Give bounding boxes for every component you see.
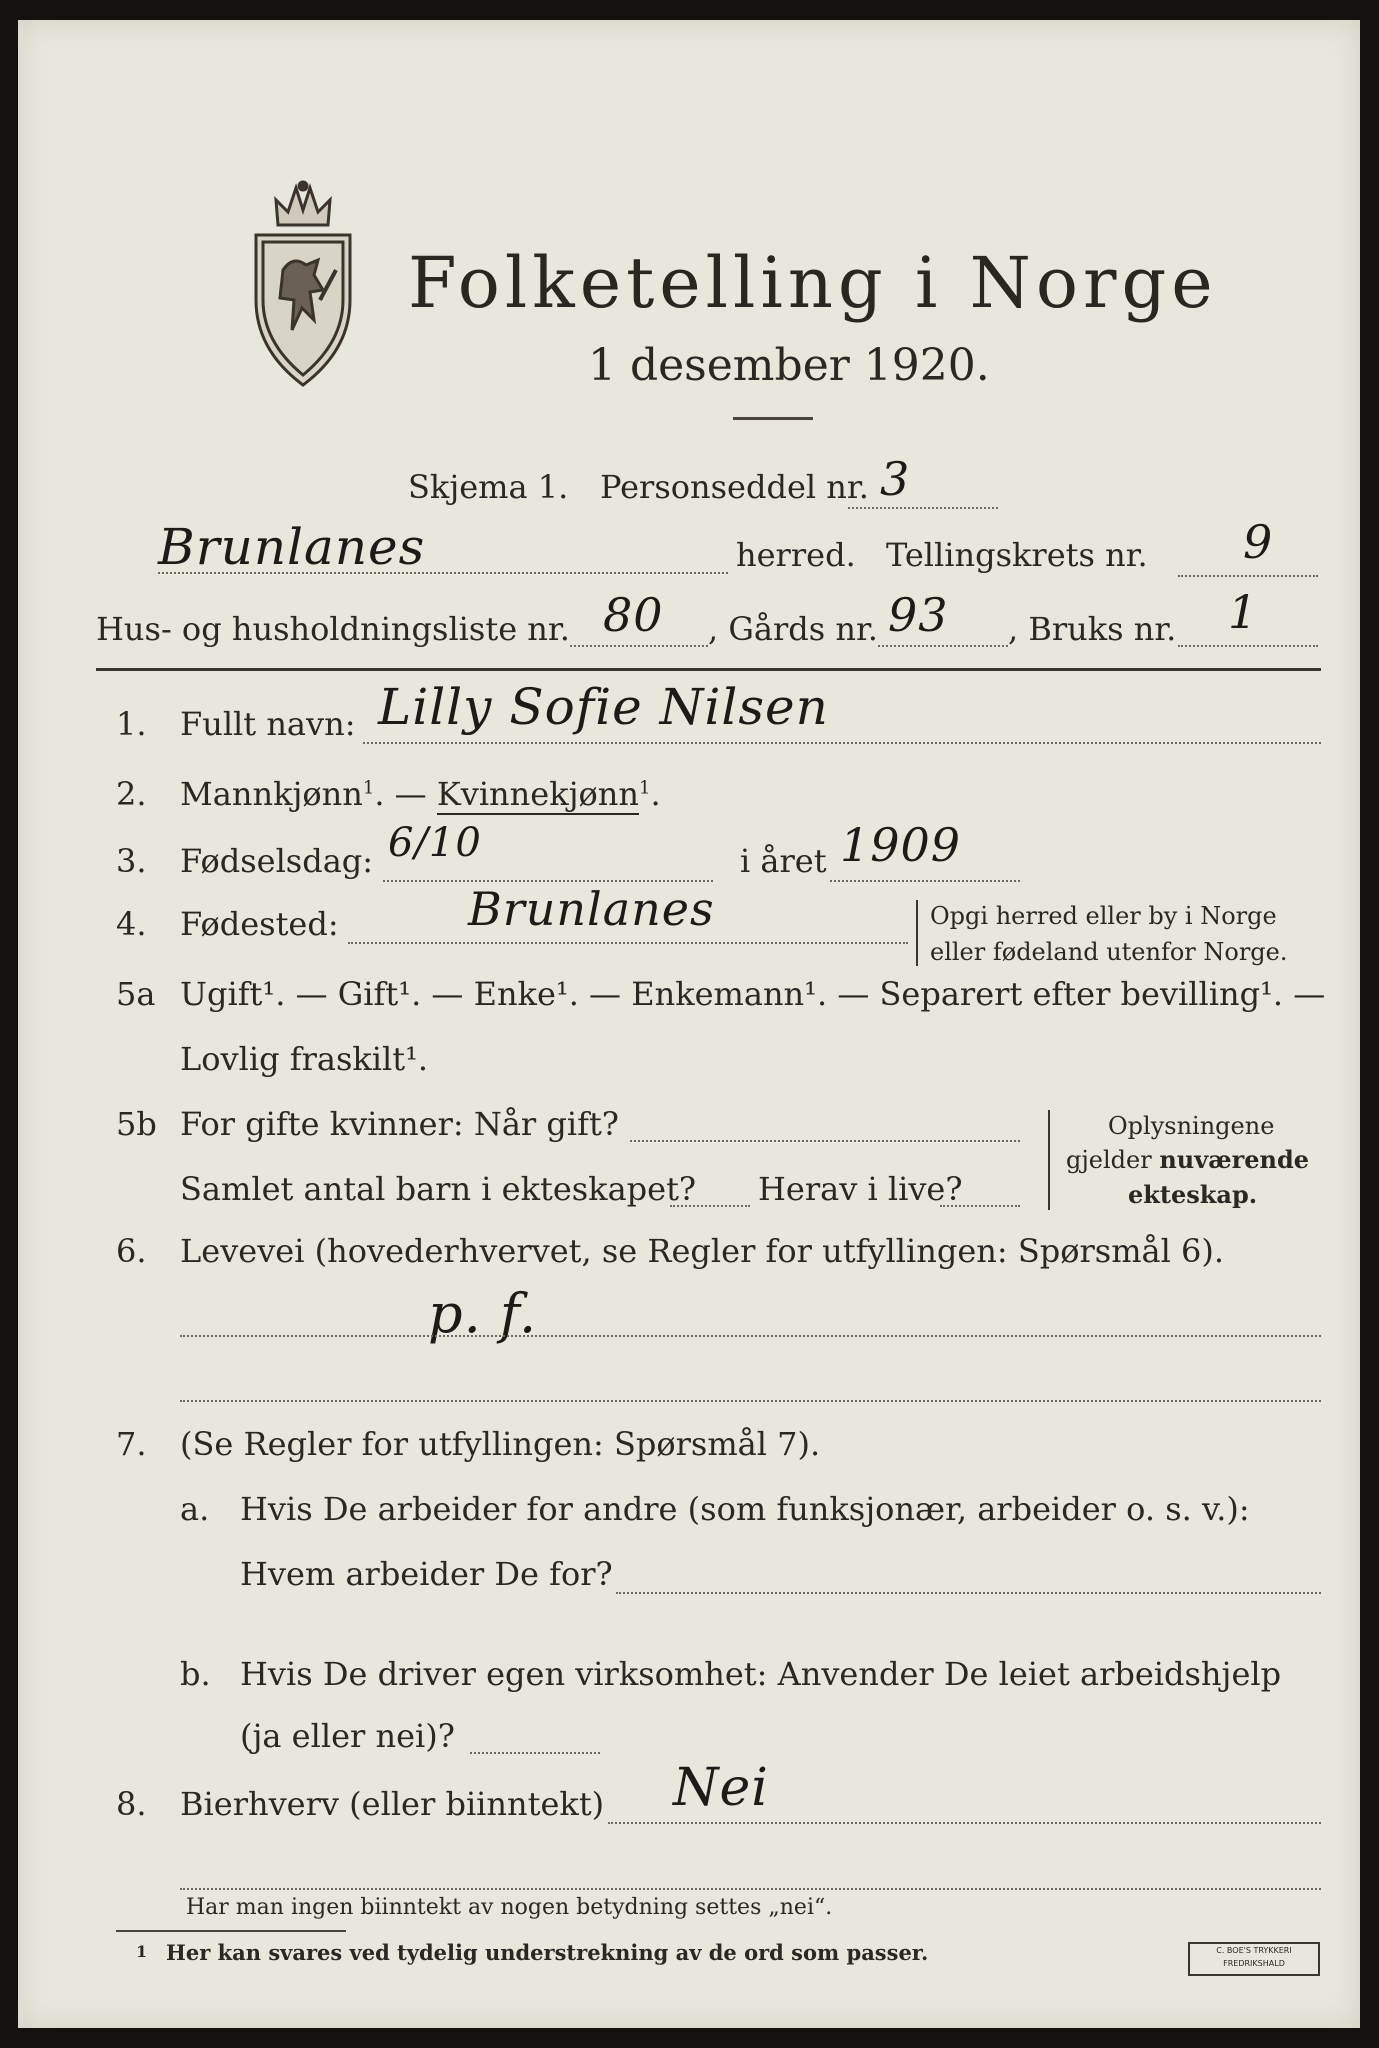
footer-note: Har man ingen biinntekt av nogen betydning settes „nei“. — [186, 1895, 833, 1920]
q8-label: Bierhverv (eller biinntekt) — [180, 1785, 605, 1823]
occupation-value: p. f. — [428, 1282, 538, 1345]
q4-note-line2: eller fødeland utenfor Norge. — [930, 938, 1288, 966]
q3-number: 3. — [116, 842, 147, 880]
title-divider — [733, 417, 813, 420]
q5b-children-alive: Herav i live? — [758, 1170, 963, 1208]
birthplace-value: Brunlanes — [468, 882, 715, 936]
q5b-note-line3: ekteskap. — [1128, 1180, 1258, 1209]
tellingskrets-label: Tellingskrets nr. — [886, 536, 1148, 574]
side-income-value: Nei — [673, 1758, 769, 1818]
q5b-number: 5b — [116, 1105, 157, 1143]
printer-line2: FREDRIKSHALD — [1223, 1959, 1285, 1968]
q8-number: 8. — [116, 1785, 147, 1823]
q6-number: 6. — [116, 1232, 147, 1270]
gards-value: 93 — [888, 588, 949, 642]
q5b-note-line1: Oplysningene — [1108, 1112, 1275, 1140]
norway-coat-of-arms-icon — [248, 180, 358, 395]
sex-options: Mannkjønn$^1$. — Kvinnekjønn$^1$. — [180, 775, 661, 813]
q4-note-line1: Opgi herred eller by i Norge — [930, 902, 1277, 930]
q7b-letter: b. — [180, 1655, 211, 1693]
printer-line1: C. BOE'S TRYKKERI — [1216, 1946, 1292, 1955]
herred-value: Brunlanes — [158, 518, 426, 576]
q6-label: Levevei (hovederhvervet, se Regler for utfyllingen: Spørsmål 6). — [180, 1232, 1225, 1270]
birthday-value: 6/10 — [388, 820, 482, 866]
personseddel-value: 3 — [880, 452, 911, 506]
q5b-children-total: Samlet antal barn i ekteskapet? — [180, 1170, 697, 1208]
full-name-value: Lilly Sofie Nilsen — [378, 678, 829, 736]
q7b-line2: (ja eller nei)? — [240, 1717, 455, 1755]
q1-number: 1. — [116, 705, 147, 743]
husliste-label: Hus- og husholdningsliste nr. — [96, 610, 570, 648]
q7b-line1: Hvis De driver egen virksomhet: Anvender De leiet arbeidshjelp — [240, 1655, 1282, 1693]
q7a-line1: Hvis De arbeider for andre (som funksjonær, arbeider o. s. v.): — [240, 1490, 1250, 1528]
footnote-divider — [116, 1930, 346, 1932]
q5b-brace — [1048, 1110, 1056, 1210]
q2-number: 2. — [116, 775, 147, 813]
birth-year-value: 1909 — [840, 818, 962, 872]
herred-label: herred. — [736, 536, 856, 574]
q5b-note-line2: gjelder nuværende — [1066, 1145, 1310, 1174]
q7-number: 7. — [116, 1425, 147, 1463]
year-label: i året — [740, 842, 827, 880]
q4-number: 4. — [116, 905, 147, 943]
marital-status-options: Ugift¹. — Gift¹. — Enke¹. — Enkemann¹. — Separert efter bevilling¹. — — [180, 975, 1326, 1013]
personseddel-label: Personseddel nr. — [600, 468, 869, 506]
bruks-label: , Bruks nr. — [1008, 610, 1177, 648]
footnote-mark: 1 — [136, 1942, 148, 1961]
q4-label: Fødested: — [180, 905, 339, 943]
bruks-value: 1 — [1228, 585, 1259, 639]
q5a-number: 5a — [116, 975, 156, 1013]
census-date: 1 desember 1920. — [588, 340, 990, 391]
gards-label: , Gårds nr. — [708, 610, 878, 648]
q7a-line2: Hvem arbeider De for? — [240, 1555, 613, 1593]
q7a-letter: a. — [180, 1490, 210, 1528]
male-option: Mannkjønn — [180, 775, 363, 813]
q7-label: (Se Regler for utfyllingen: Spørsmål 7). — [180, 1425, 821, 1463]
printer-stamp — [1188, 1942, 1320, 1976]
tellingskrets-value: 9 — [1243, 515, 1274, 569]
husliste-value: 80 — [603, 588, 664, 642]
marital-status-divorced: Lovlig fraskilt¹. — [180, 1040, 429, 1078]
schema-label: Skjema 1. — [408, 468, 569, 506]
q4-brace — [916, 900, 924, 966]
census-form-page — [18, 20, 1360, 2028]
q1-label: Fullt navn: — [180, 705, 356, 743]
form-title: Folketelling i Norge — [408, 242, 1218, 324]
female-option-underlined: Kvinnekjønn — [436, 775, 639, 813]
footnote-text: Her kan svares ved tydelig understrekning av de ord som passer. — [166, 1940, 929, 1965]
q5b-married-when: For gifte kvinner: Når gift? — [180, 1105, 619, 1143]
q3-label: Fødselsdag: — [180, 842, 374, 880]
header-divider — [96, 668, 1321, 671]
